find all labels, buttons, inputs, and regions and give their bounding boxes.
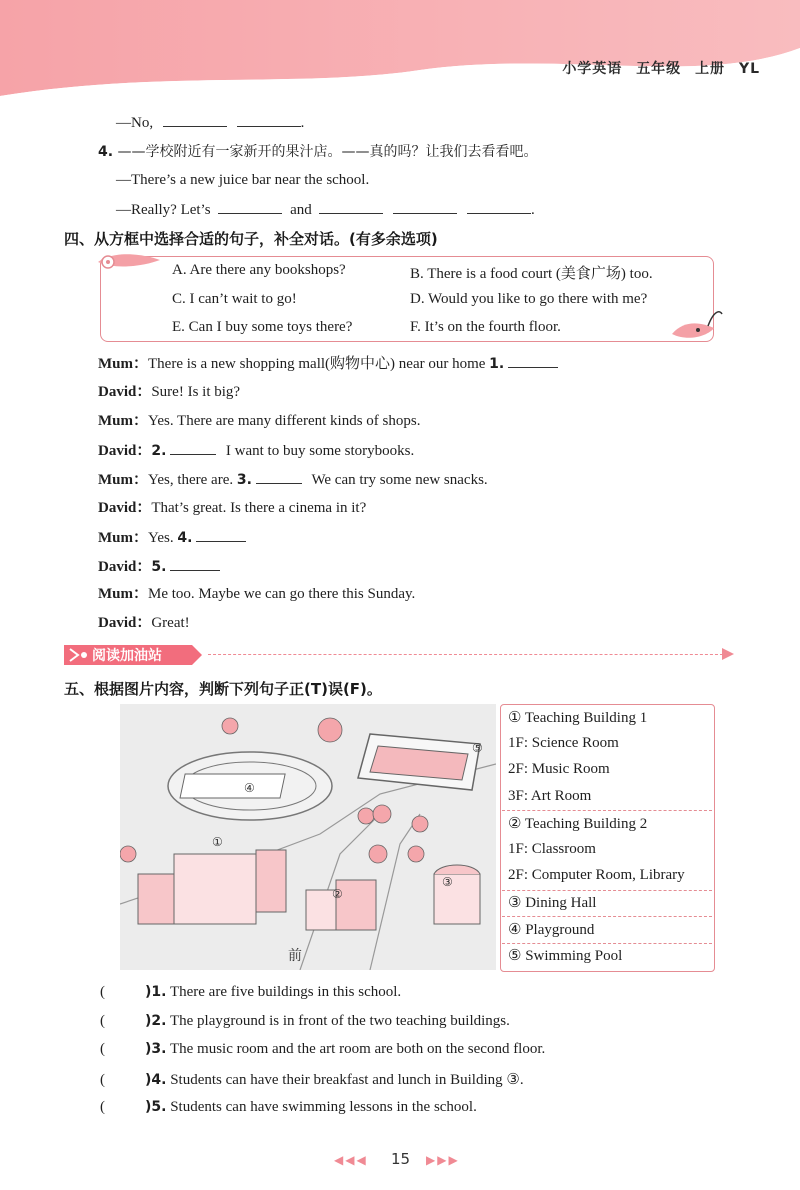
dialogue-line: David：2. I want to buy some storybooks.: [98, 440, 414, 461]
answer-paren[interactable]: (: [100, 1041, 105, 1057]
statement-row: ( )2. The playground is in front of the two teaching buildings.: [100, 1013, 510, 1029]
header-band: [0, 0, 800, 110]
legend-divider: [502, 890, 712, 891]
legend-item: ③ Dining Hall: [508, 895, 597, 911]
answer-paren[interactable]: (: [100, 984, 105, 1000]
dialogue-line: David：Great!: [98, 615, 190, 631]
blank[interactable]: [393, 199, 457, 214]
blank[interactable]: [218, 199, 282, 214]
header-volume: 上册: [695, 61, 726, 77]
legend-divider: [502, 943, 712, 944]
dialogue-line: Mum：Yes. 4.: [98, 527, 246, 548]
legend-item: 2F: Music Room: [508, 761, 610, 777]
school-map-illustration: [120, 704, 496, 970]
answer-paren[interactable]: (: [100, 1072, 105, 1088]
q4-english-2: —Really? Let’s and .: [116, 199, 535, 220]
option-d: D. Would you like to go there with me?: [410, 291, 648, 307]
legend-item: ④ Playground: [508, 922, 595, 938]
statement-row: ( )1. There are five buildings in this school.: [100, 984, 402, 1000]
dialogue-line: Mum：There is a new shopping mall(购物中心) near our home 1.: [98, 353, 558, 374]
blank[interactable]: [319, 199, 383, 214]
statement-row: ( )5. Students can have swimming lessons in the school.: [100, 1099, 477, 1115]
legend-divider: [502, 916, 712, 917]
legend-item: 1F: Classroom: [508, 841, 596, 857]
prev-arrows-icon: ◀◀◀: [334, 1153, 368, 1167]
answer-blank-3[interactable]: [256, 469, 302, 484]
blank[interactable]: [237, 112, 301, 127]
answer-blank-2[interactable]: [170, 440, 216, 455]
part5-title: 五、根据图片内容，判断下列句子正(T)误(F)。: [64, 680, 382, 698]
answer-blank-5[interactable]: [170, 556, 220, 571]
q4-english-1: —There’s a new juice bar near the school.: [116, 172, 370, 188]
flower-decoration-icon: [94, 250, 164, 280]
option-e: E. Can I buy some toys there?: [172, 319, 353, 335]
legend-item: ⑤ Swimming Pool: [508, 948, 623, 964]
dialogue-line: David：That’s great. Is there a cinema in it?: [98, 500, 367, 516]
banner-divider: [208, 654, 728, 655]
bird-decoration-icon: [668, 304, 724, 344]
dialogue-line: David：5.: [98, 556, 220, 577]
map-label-front: 前: [288, 948, 302, 964]
legend-item: ① Teaching Building 1: [508, 710, 648, 726]
legend-item: ② Teaching Building 2: [508, 816, 648, 832]
next-arrows-icon: ▶▶▶: [426, 1153, 460, 1167]
answer-line-no: —No, .: [116, 112, 304, 133]
q4-chinese: 4. ——学校附近有一家新开的果汁店。——真的吗？让我们去看看吧。: [98, 144, 538, 160]
header-info: [562, 58, 760, 78]
option-f: F. It’s on the fourth floor.: [410, 319, 561, 335]
dialogue-line: David：Sure! Is it big?: [98, 384, 241, 400]
map-marker-5: ⑤: [472, 741, 483, 755]
answer-blank-4[interactable]: [196, 527, 246, 542]
answer-paren[interactable]: (: [100, 1013, 105, 1029]
page-number: 15: [391, 1150, 411, 1168]
answer-paren[interactable]: (: [100, 1099, 105, 1115]
dialogue-line: Mum：Me too. Maybe we can go there this Sunday.: [98, 586, 416, 602]
blank[interactable]: [163, 112, 227, 127]
legend-item: 1F: Science Room: [508, 735, 619, 751]
statement-row: ( )4. Students can have their breakfast and lunch in Building ③.: [100, 1072, 524, 1088]
legend-item: 2F: Computer Room, Library: [508, 867, 685, 883]
header-grade: 五年级: [636, 61, 682, 77]
part4-title: 四、从方框中选择合适的句子，补全对话。(有多余选项): [64, 230, 438, 248]
legend-divider: [502, 810, 712, 811]
option-c: C. I can’t wait to go!: [172, 291, 297, 307]
map-marker-2: ②: [332, 887, 343, 901]
banner-label: 阅读加油站: [92, 648, 162, 664]
option-a: A. Are there any bookshops?: [172, 262, 346, 278]
map-marker-1: ①: [212, 835, 223, 849]
option-b: B. There is a food court (美食广场) too.: [410, 266, 653, 282]
dialogue-line: Mum：Yes, there are. 3. We can try some new snacks.: [98, 469, 488, 490]
header-edition: YL: [738, 61, 760, 77]
dialogue-line: Mum：Yes. There are many different kinds of shops.: [98, 413, 421, 429]
map-marker-4: ④: [244, 781, 255, 795]
map-marker-3: ③: [442, 875, 453, 889]
arrow-right-icon: [722, 648, 734, 660]
blank[interactable]: [467, 199, 531, 214]
legend-item: 3F: Art Room: [508, 788, 592, 804]
header-subject: 小学英语: [562, 61, 623, 77]
answer-blank-1[interactable]: [508, 353, 558, 368]
statement-row: ( )3. The music room and the art room are both on the second floor.: [100, 1041, 546, 1057]
